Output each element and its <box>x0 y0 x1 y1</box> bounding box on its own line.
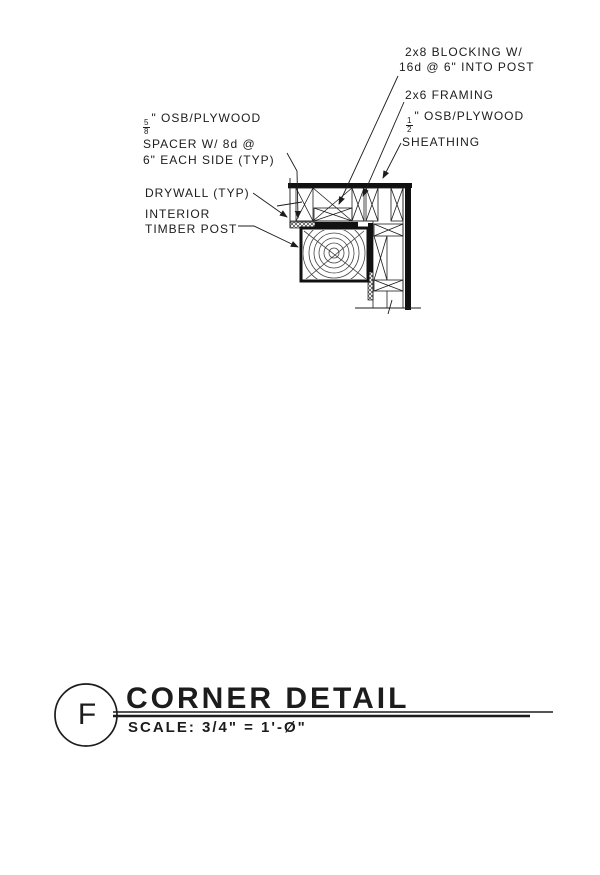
annotation-line: $\frac{1}{2}$ " OSB/PLYWOOD <box>407 109 525 134</box>
annotation-line: $\frac{5}{8}$ " OSB/PLYWOOD <box>144 111 262 136</box>
break-tick-left <box>277 202 302 206</box>
annotation-framing <box>405 88 494 103</box>
annotation-line: 16d @ 6" INTO POST <box>399 60 535 74</box>
annotation-line: INTERIOR <box>145 207 211 221</box>
top-wall-sheathing <box>288 183 412 188</box>
leader-sheathing <box>383 143 401 178</box>
detail-scale: SCALE: 3/4" = 1'-Ø" <box>128 719 307 736</box>
annotation-line: 2x6 FRAMING <box>405 88 495 102</box>
annotation-line: TIMBER POST <box>145 222 238 236</box>
2x8-blocking <box>374 280 403 291</box>
fraction: $\frac{5}{8}$ <box>144 118 150 136</box>
annotation-line: DRYWALL (TYP) <box>145 186 250 200</box>
leader-post <box>238 226 298 247</box>
stud <box>391 188 403 221</box>
stud <box>352 188 364 221</box>
timber-post <box>301 222 368 284</box>
right-wall-sheathing <box>405 183 411 310</box>
fraction: $\frac{1}{2}$ <box>407 116 413 134</box>
annotation-sheathing <box>402 108 524 150</box>
blocking-bay <box>313 188 352 221</box>
2x8-blocking <box>374 224 403 236</box>
break-tick-bottom <box>388 300 392 314</box>
detail-letter: F <box>77 698 97 731</box>
annotation-line: SPACER W/ 8d @ <box>143 137 256 151</box>
stud <box>366 188 378 221</box>
annotation-line: SHEATHING <box>402 135 481 149</box>
annotation-line: 2x8 BLOCKING W/ <box>405 45 523 59</box>
annotation-blocking <box>399 45 535 75</box>
annotation-spacer <box>143 110 275 168</box>
stud-bay <box>374 236 387 280</box>
annotation-drywall <box>145 186 250 201</box>
annotation-line: 6" EACH SIDE (TYP) <box>143 153 275 167</box>
stud <box>296 188 313 221</box>
annotation-post <box>145 207 237 237</box>
detail-title: CORNER DETAIL <box>126 682 410 715</box>
